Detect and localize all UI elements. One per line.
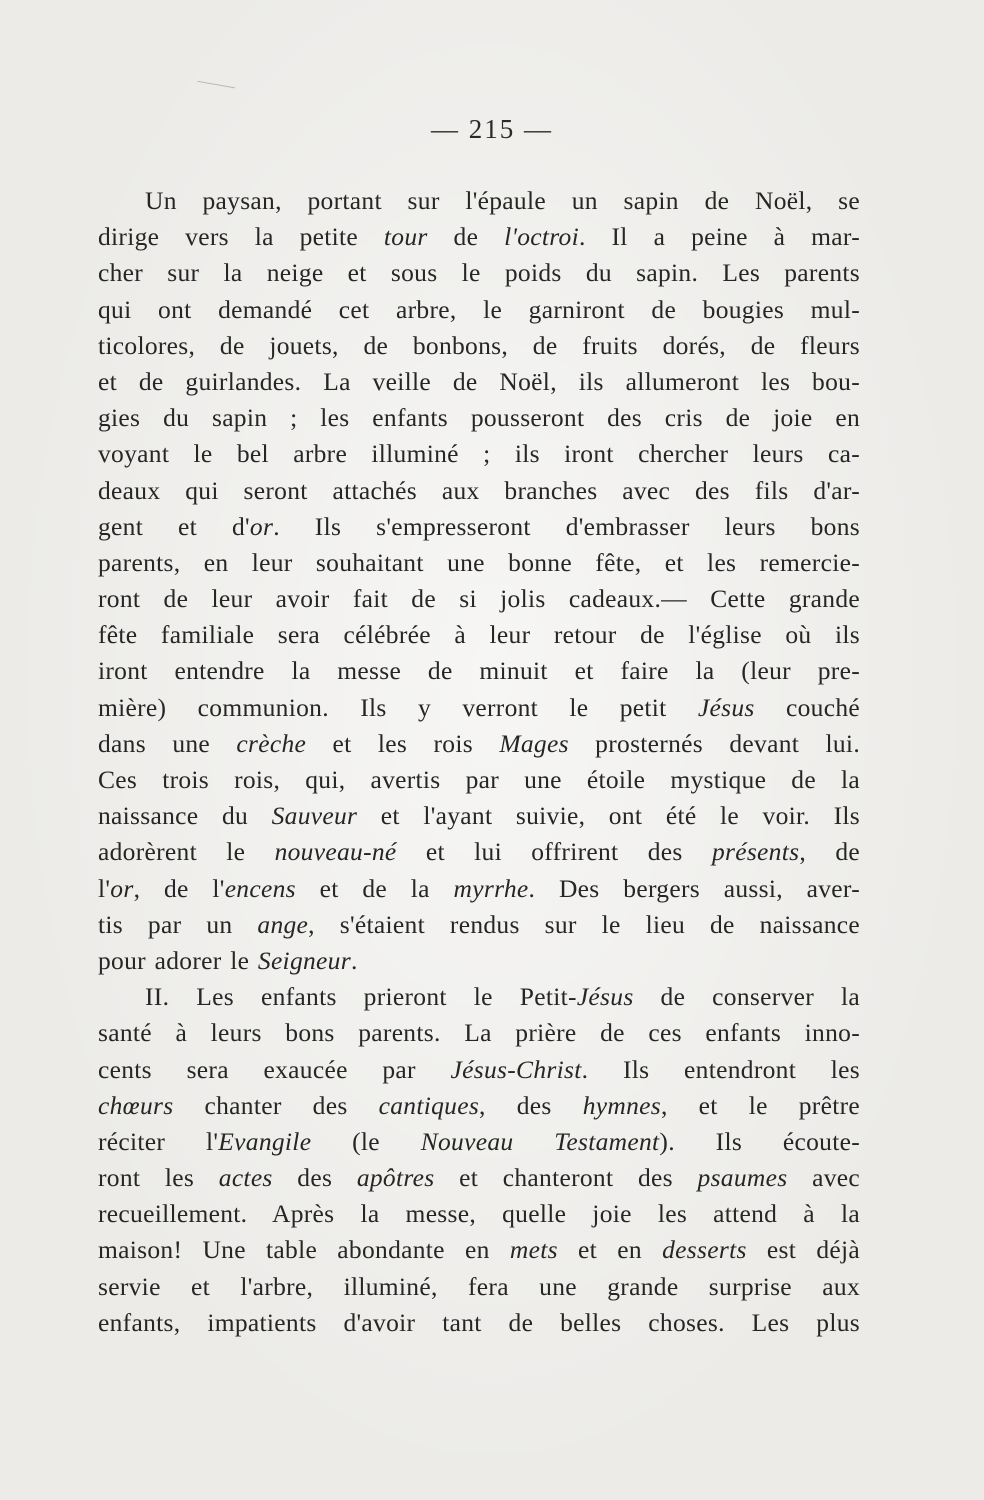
scan-mark (195, 81, 235, 102)
text-line: dirige vers la petite tour de l'octroi. Il a peine à mar- (98, 222, 860, 252)
text-line: recueillement. Après la messe, quelle joie les attend à la (98, 1199, 860, 1229)
text-line: deaux qui seront attachés aux branches avec des fils d'ar- (98, 475, 860, 505)
text-line: maison! Une table abondante en mets et en desserts est déjà (98, 1235, 860, 1265)
text-line: ront de leur avoir fait de si jolis cadeaux.— Cette grande (98, 584, 860, 614)
text-line: cher sur la neige et sous le poids du sapin. Les parents (98, 258, 860, 288)
text-line: gies du sapin ; les enfants pousseront des cris de joie en (98, 403, 860, 433)
text-line: ticolores, de jouets, de bonbons, de fruits dorés, de fleurs (98, 330, 860, 360)
text-line: naissance du Sauveur et l'ayant suivie, ont été le voir. Ils (98, 801, 861, 831)
text-line: ront les actes des apôtres et chanteront des psaumes avec (98, 1163, 860, 1193)
text-line: gent et d'or. Ils s'empresseront d'embrasser leurs bons (98, 511, 861, 541)
text-block (98, 183, 860, 1341)
text-line: chœurs chanter des cantiques, des hymnes, et le prêtre (98, 1090, 860, 1120)
text-line: II. Les enfants prieront le Petit-Jésus de conserver la (145, 982, 860, 1012)
text-line: mière) communion. Ils y verront le petit Jésus couché (98, 692, 860, 722)
paragraph-1 (98, 183, 860, 979)
text-line: tis par un ange, s'étaient rendus sur le lieu de naissance (98, 909, 860, 939)
text-line: servie et l'arbre, illuminé, fera une grande surprise aux (98, 1271, 860, 1301)
text-line: l'or, de l'encens et de la myrrhe. Des bergers aussi, aver- (98, 873, 860, 903)
text-line: pour adorer le Seigneur. (98, 945, 358, 975)
text-line: fête familiale sera célébrée à leur retour de l'église où ils (98, 620, 860, 650)
page-number: — 215 — (431, 114, 553, 144)
text-line: voyant le bel arbre illuminé ; ils iront chercher leurs ca- (98, 439, 860, 469)
paragraph-2 (98, 979, 860, 1341)
text-line: Ces trois rois, qui, avertis par une étoile mystique de la (98, 765, 860, 794)
text-line: parents, en leur souhaitant une bonne fête, et les remercie- (98, 547, 860, 577)
text-line: Un paysan, portant sur l'épaule un sapin de Noël, se (145, 186, 860, 215)
text-line: enfants, impatients d'avoir tant de belles choses. Les plus (98, 1307, 860, 1337)
text-line: santé à leurs bons parents. La prière de ces enfants inno- (98, 1018, 860, 1048)
text-line: dans une crèche et les rois Mages prosternés devant lui. (98, 728, 860, 758)
text-line: réciter l'Evangile (le Nouveau Testament). Ils écoute- (98, 1126, 860, 1156)
text-line: adorèrent le nouveau-né et lui offrirent des présents, de (98, 837, 860, 867)
text-line: et de guirlandes. La veille de Noël, ils allumeront les bou- (98, 366, 860, 396)
text-line: qui ont demandé cet arbre, le garniront de bougies mul- (98, 294, 860, 324)
text-line: cents sera exaucée par Jésus-Christ. Ils entendront les (98, 1054, 861, 1084)
text-line: iront entendre la messe de minuit et faire la (leur pre- (98, 656, 860, 686)
